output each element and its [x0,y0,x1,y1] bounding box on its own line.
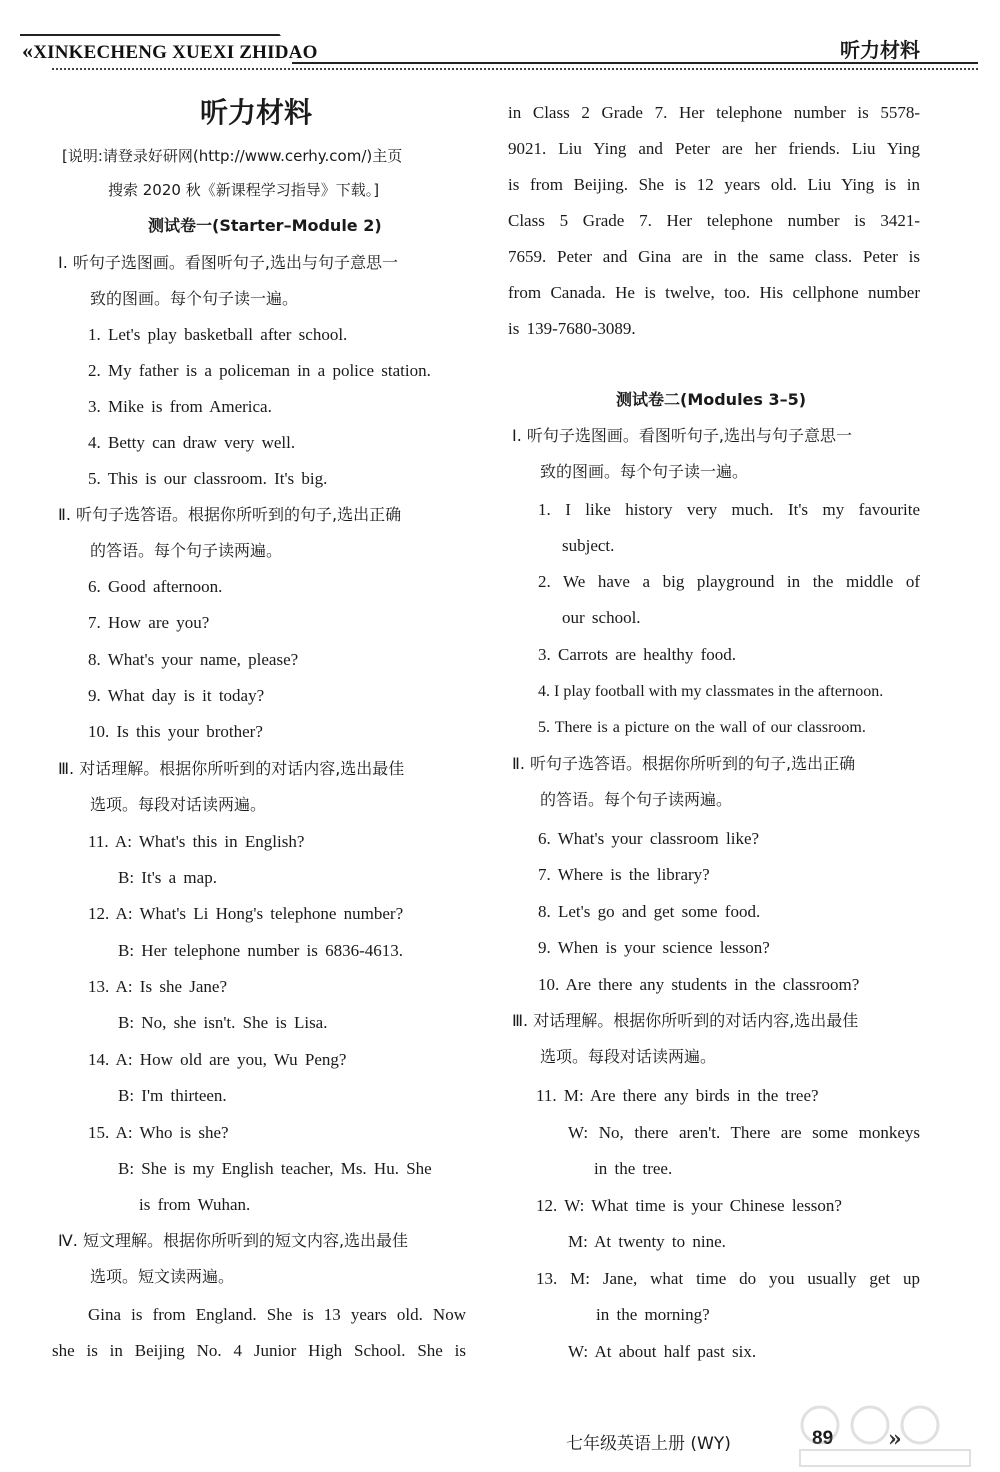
section1-instruction-line-1: Ⅰ. 听句子选图画。看图听句子,选出与句子意思一 [58,253,398,272]
dialogue-line: 14. A: How old are you, Wu Peng? [88,1050,347,1069]
list-item: 6. What's your classroom like? [538,829,760,848]
list-item: 4. I play football with my classmates in the afternoon. [538,683,884,700]
passage-line: Class 5 Grade 7. Her telephone number is 3421- [508,211,920,230]
test2-heading: 测试卷二(Modules 3–5) [616,390,807,409]
dialogue-line: B: It's a map. [118,868,217,887]
list-item: 10. Are there any students in the classroom? [538,975,860,994]
dialogue-line: B: No, she isn't. She is Lisa. [118,1013,328,1032]
dialogue-line: W: At about half past six. [568,1342,757,1361]
list-item: 5. There is a picture on the wall of our classroom. [538,719,866,736]
list-item: 9. What day is it today? [88,686,265,705]
list-item: 7. How are you? [88,613,210,632]
passage-line: she is in Beijing No. 4 Junior High School. She is [52,1341,466,1360]
list-item: 3. Carrots are healthy food. [538,645,736,664]
passage-line: 7659. Peter and Gina are in the same class. Peter is [508,247,920,266]
list-item: 5. This is our classroom. It's big. [88,469,328,488]
section3-instruction-line-2: 选项。每段对话读两遍。 [540,1047,717,1066]
list-item: 2. We have a big playground in the middle of [538,572,920,591]
list-item: 2. My father is a policeman in a police station. [88,361,431,380]
section2-instruction-line-1: Ⅱ. 听句子选答语。根据你所听到的句子,选出正确 [58,505,402,524]
list-item: 1. Let's play basketball after school. [88,325,348,344]
section1-instruction-line-2: 致的图画。每个句子读一遍。 [90,289,299,308]
section2-instruction-line-1: Ⅱ. 听句子选答语。根据你所听到的句子,选出正确 [512,754,856,773]
passage-line: in Class 2 Grade 7. Her telephone number is 5578- [508,103,920,122]
dialogue-line: is from Wuhan. [139,1195,251,1214]
dialogue-line: 12. W: What time is your Chinese lesson? [536,1196,842,1215]
dialogue-line: B: Her telephone number is 6836-4613. [118,941,404,960]
passage-line: from Canada. He is twelve, too. His cellphone number [508,283,920,302]
list-item: 6. Good afternoon. [88,577,223,596]
dialogue-line: B: I'm thirteen. [118,1086,227,1105]
header-dotted-rule [52,68,978,70]
header-series-title [22,38,318,64]
section3-instruction-line-2: 选项。每段对话读两遍。 [90,795,267,814]
section1-instruction-line-1: Ⅰ. 听句子选图画。看图听句子,选出与句子意思一 [512,426,852,445]
section4-instruction-line-1: Ⅳ. 短文理解。根据你所听到的短文内容,选出最佳 [58,1231,409,1250]
dialogue-line: 12. A: What's Li Hong's telephone number? [88,904,404,923]
list-item: our school. [562,608,641,627]
section2-instruction-line-2: 的答语。每个句子读两遍。 [90,541,283,560]
passage-line: is 139-7680-3089. [508,319,636,338]
section2-instruction-line-2: 的答语。每个句子读两遍。 [540,790,733,809]
download-note-line-2: 搜索 2020 秋《新课程学习指导》下载。] [108,181,380,199]
list-item: 3. Mike is from America. [88,397,272,416]
dialogue-line: 15. A: Who is she? [88,1123,229,1142]
list-item: 8. Let's go and get some food. [538,902,761,921]
dialogue-line: in the tree. [594,1159,673,1178]
header-series-text: XINKECHENG XUEXI ZHIDAO [33,42,318,63]
passage-line: 9021. Liu Ying and Peter are her friends. Liu Ying [508,139,920,158]
header-section-title: 听力材料 [840,38,920,62]
section4-instruction-line-2: 选项。短文读两遍。 [90,1267,235,1286]
passage-line: Gina is from England. She is 13 years old. Now [88,1305,466,1324]
test1-heading: 测试卷一(Starter–Module 2) [148,216,382,235]
list-item: 4. Betty can draw very well. [88,433,296,452]
footer-book-title: 七年级英语上册 (WY) [566,1434,731,1454]
list-item: subject. [562,536,615,555]
dialogue-line: B: She is my English teacher, Ms. Hu. She [118,1159,432,1178]
dialogue-line: M: At twenty to nine. [568,1232,726,1251]
dialogue-line: 11. M: Are there any birds in the tree? [536,1086,819,1105]
double-chevron-right-icon: » [888,1426,902,1452]
list-item: 10. Is this your brother? [88,722,263,741]
list-item: 7. Where is the library? [538,865,710,884]
list-item: 1. I like history very much. It's my favourite [538,500,920,519]
dialogue-line: W: No, there aren't. There are some monkeys [568,1123,920,1142]
dialogue-line: 13. A: Is she Jane? [88,977,228,996]
dialogue-line: 11. A: What's this in English? [88,832,305,851]
section3-instruction-line-1: Ⅲ. 对话理解。根据你所听到的对话内容,选出最佳 [58,759,405,778]
page-title: 听力材料 [200,96,313,129]
passage-line: is from Beijing. She is 12 years old. Liu Ying is in [508,175,920,194]
section1-instruction-line-2: 致的图画。每个句子读一遍。 [540,462,749,481]
list-item: 9. When is your science lesson? [538,938,770,957]
section3-instruction-line-1: Ⅲ. 对话理解。根据你所听到的对话内容,选出最佳 [512,1011,859,1030]
list-item: 8. What's your name, please? [88,650,299,669]
double-chevron-left-icon: « [22,38,34,63]
page-number: 89 [812,1428,834,1449]
dialogue-line: 13. M: Jane, what time do you usually get up [536,1269,920,1288]
download-note-line-1: [说明:请登录好研网(http://www.cerhy.com/)主页 [62,147,403,165]
dialogue-line: in the morning? [596,1305,710,1324]
